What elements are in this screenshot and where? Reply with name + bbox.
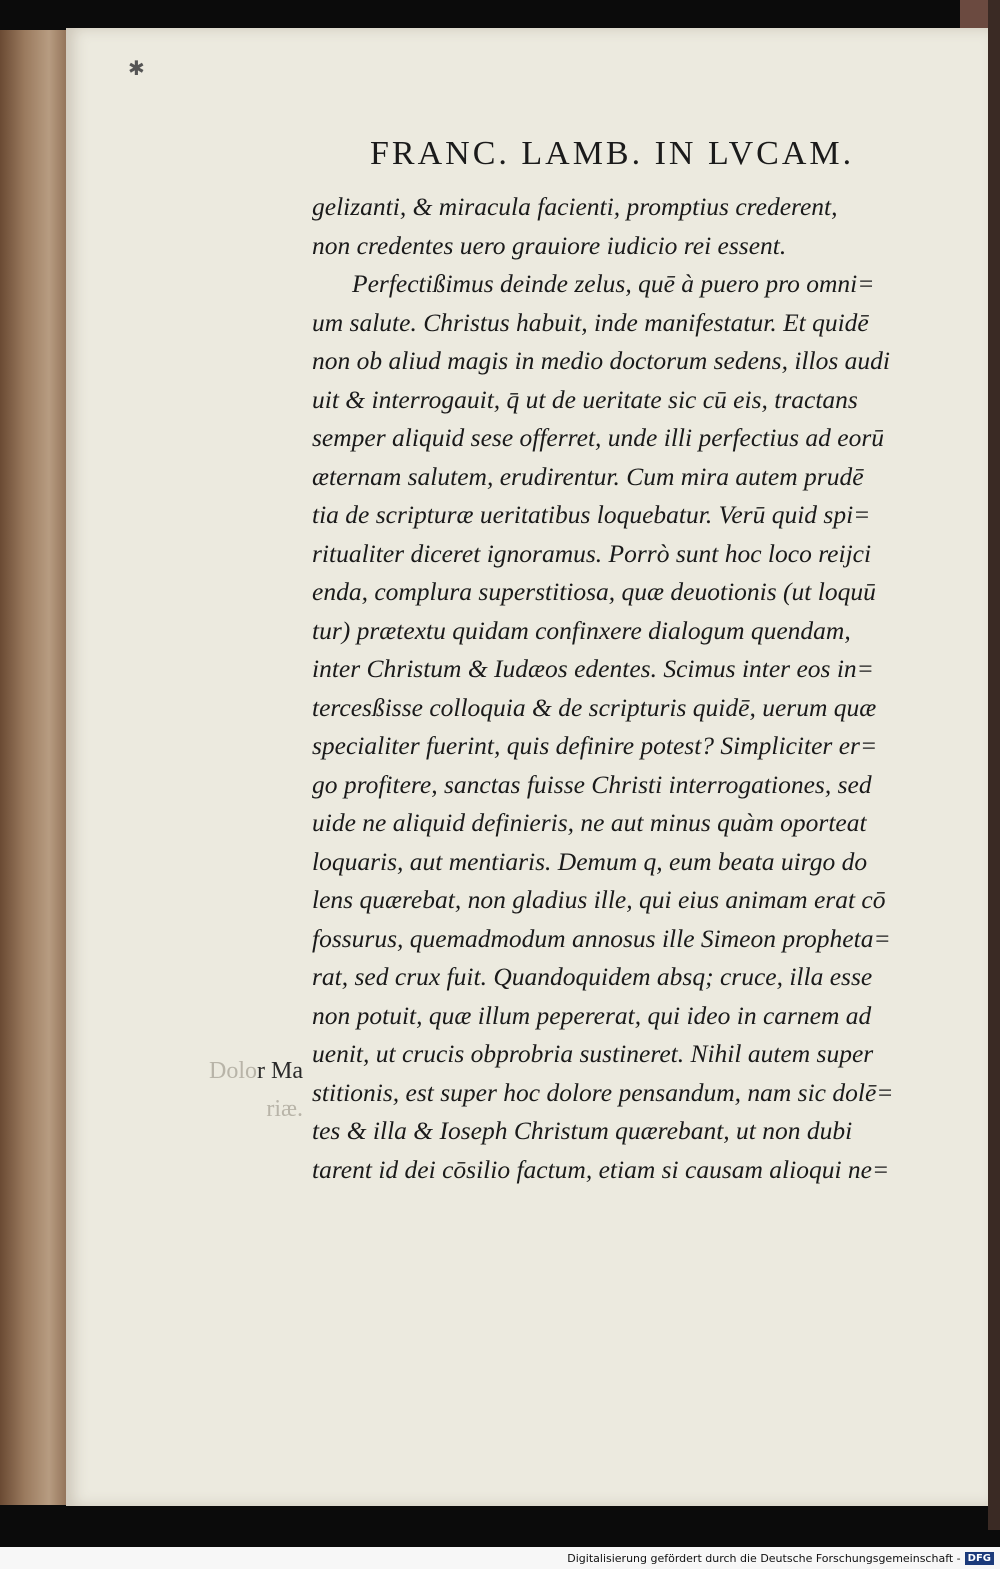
book-spine-edge [0,30,70,1505]
text-line: ritualiter diceret ignoramus. Porrò sunt hoc loco reijci [312,538,872,568]
text-line: tercesßisse colloquia & de scripturis quidē, uerum quæ [312,692,877,722]
text-line: fossurus, quemadmodum annosus ille Simeon propheta= [312,923,891,953]
text-line: uide ne aliquid definieris, ne aut minus quàm oporteat [312,808,867,837]
text-line: tur) prætextu quidam confinxere dialogum quendam, [312,615,851,645]
ink-mark: ✱ [128,56,145,80]
margin-note-faint: Dolo [209,1058,258,1084]
text-line: non ob aliud magis in medio doctorum sedens, illos audi [312,346,890,375]
text-line: tia de scripturæ ueritatibus loquebatur. Verū quid spi= [312,500,871,529]
text-line: loquaris, aut mentiaris. Demum q, eum beata uirgo do [312,846,868,876]
text-line: lens quærebat, non gladius ille, qui eius animam erat cō [312,885,886,914]
scan-right-edge [988,0,1000,1530]
text-line: stitionis, est super hoc dolore pensandum, nam sic dolē= [312,1077,894,1107]
margin-note-line1: r Ma [257,1058,303,1084]
text-line: um salute. Christus habuit, inde manifestatur. Et quidē [312,307,869,337]
margin-note [183,1052,303,1128]
text-line: go profitere, sanctas fuisse Christi interrogationes, sed [312,769,872,799]
text-line: æternam salutem, erudirentur. Cum mira autem prudē [312,461,864,491]
text-line: tarent id dei cōsilio factum, etiam si causam alioqui ne= [312,1154,890,1184]
text-line: gelizanti, & miracula facienti, promptius crederent, [312,192,838,221]
text-line: non potuit, quæ illum pepererat, qui ideo in carnem ad [312,1000,872,1030]
digitization-footer [0,1547,1000,1569]
text-line: uenit, ut crucis obprobria sustineret. Nihil autem super [312,1039,874,1068]
running-title: FRANC. LAMB. IN LVCAM. [370,135,855,172]
text-line: semper aliquid sese offerret, unde illi perfectius ad eorū [312,423,885,452]
text-line: specialiter fuerint, quis definire potest? Simpliciter er= [312,731,878,760]
text-line: enda, complura superstitiosa, quæ deuotionis (ut loquū [312,577,876,606]
text-line: non credentes uero grauiore iudicio rei essent. [312,230,787,260]
body-text [312,188,952,1189]
footer-credit: Digitalisierung gefördert durch die Deutsche Forschungsgemeinschaft - [567,1551,961,1565]
dfg-logo: DFG [965,1552,994,1565]
text-line: tes & illa & Ioseph Christum quærebant, ut non dubi [312,1116,853,1145]
margin-note-line2: riæ. [266,1096,303,1122]
text-line: uit & interrogauit, q̄ ut de ueritate sic cū eis, tractans [312,384,858,414]
text-line: rat, sed crux fuit. Quandoquidem absq; cruce, illa esse [312,962,873,991]
text-line: inter Christum & Iudæos edentes. Scimus inter eos in= [312,654,874,683]
text-line: Perfectißimus deinde zelus, quē à puero pro omni= [352,269,875,298]
